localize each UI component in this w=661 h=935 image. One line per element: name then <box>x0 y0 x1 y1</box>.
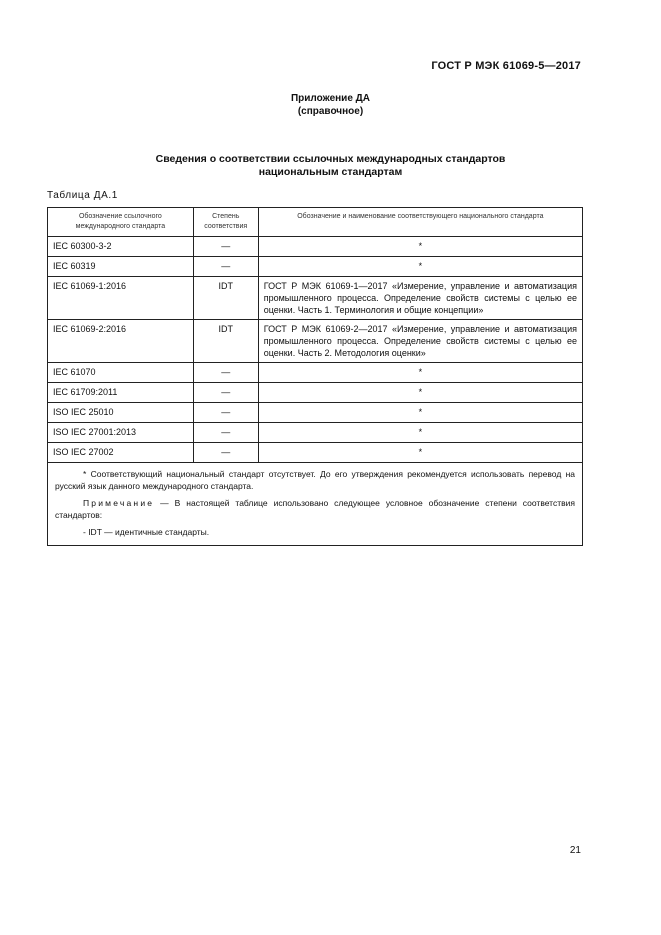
column-header-international: Обозначение ссылочного международного стандарта <box>48 208 194 237</box>
cell-degree: — <box>193 383 258 403</box>
section-title-line-2: национальным стандартам <box>258 166 403 178</box>
table-row <box>48 320 583 363</box>
section-title <box>0 153 661 179</box>
cell-national: ГОСТ Р МЭК 61069-1—2017 «Измерение, управление и автоматизация промышленного процесса. Определение свойств системы с целью ее оценки. Часть 1. Терминология и общие концепции» <box>258 277 582 320</box>
table-row <box>48 363 583 383</box>
document-id: ГОСТ Р МЭК 61069-5—2017 <box>431 60 581 72</box>
correspondence-table <box>47 207 583 546</box>
page-number: 21 <box>569 845 581 856</box>
note-text: — В настоящей таблице использовано следующее условное обозначение степени соответствия стандартов: <box>55 498 575 520</box>
cell-national: * <box>258 383 582 403</box>
cell-degree: — <box>193 443 258 463</box>
table-row <box>48 423 583 443</box>
cell-international-code: ISO IEC 27001:2013 <box>48 423 194 443</box>
table-footer-cell <box>48 463 583 546</box>
table-row <box>48 443 583 463</box>
cell-national: * <box>258 257 582 277</box>
cell-national: * <box>258 237 582 257</box>
cell-degree: — <box>193 363 258 383</box>
column-header-national: Обозначение и наименование соответствующего национального стандарта <box>258 208 582 237</box>
cell-degree: — <box>193 423 258 443</box>
cell-international-code: IEC 60319 <box>48 257 194 277</box>
cell-degree: — <box>193 403 258 423</box>
cell-international-code: ISO IEC 27002 <box>48 443 194 463</box>
annex-title: Приложение ДА <box>290 93 371 104</box>
note-label: Примечание <box>83 498 155 508</box>
annex-heading <box>0 92 661 118</box>
annex-subtitle: (справочное) <box>297 106 364 117</box>
note <box>55 498 575 521</box>
cell-degree: — <box>193 237 258 257</box>
cell-international-code: ISO IEC 25010 <box>48 403 194 423</box>
cell-international-code: IEC 61069-1:2016 <box>48 277 194 320</box>
cell-national: * <box>258 423 582 443</box>
cell-national: * <box>258 443 582 463</box>
note-list-item: - IDT — идентичные стандарты. <box>83 527 210 537</box>
cell-national: ГОСТ Р МЭК 61069-2—2017 «Измерение, управление и автоматизация промышленного процесса. Определение свойств системы с целью ее оценки. Часть 2. Методология оценки» <box>258 320 582 363</box>
table-row <box>48 383 583 403</box>
cell-international-code: IEC 60300-3-2 <box>48 237 194 257</box>
cell-national: * <box>258 403 582 423</box>
cell-degree: IDT <box>193 320 258 363</box>
table-row <box>48 237 583 257</box>
footnote: * Соответствующий национальный стандарт отсутствует. До его утверждения рекомендуется использовать перевод на русский язык данного международного стандарта. <box>55 469 575 491</box>
section-title-line-1: Сведения о соответствии ссылочных международных стандартов <box>155 153 506 165</box>
table-caption: Таблица ДА.1 <box>47 190 118 201</box>
table-footer-row <box>48 463 583 546</box>
cell-degree: — <box>193 257 258 277</box>
table-header-row <box>48 208 583 237</box>
cell-international-code: IEC 61709:2011 <box>48 383 194 403</box>
table-row <box>48 403 583 423</box>
column-header-degree: Степень соответствия <box>193 208 258 237</box>
table-row <box>48 257 583 277</box>
cell-international-code: IEC 61070 <box>48 363 194 383</box>
cell-degree: IDT <box>193 277 258 320</box>
cell-national: * <box>258 363 582 383</box>
cell-international-code: IEC 61069-2:2016 <box>48 320 194 363</box>
table-row <box>48 277 583 320</box>
